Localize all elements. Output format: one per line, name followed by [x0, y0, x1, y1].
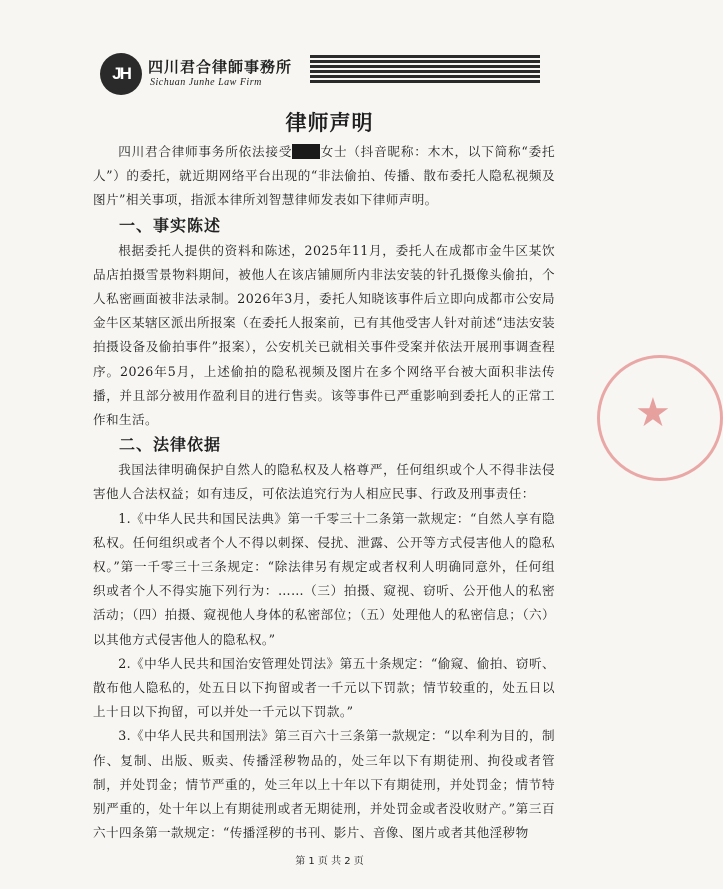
- letterhead: [100, 53, 540, 95]
- firm-name-en: Sichuan Junhe Law Firm: [150, 77, 262, 88]
- firm-logo-text: JH: [112, 64, 130, 83]
- firm-name-cn: 四川君合律師事務所: [148, 58, 293, 76]
- document-body: [93, 140, 555, 845]
- firm-logo: [100, 53, 142, 95]
- facts-paragraph: 根据委托人提供的资料和陈述，2025年11月，委托人在成都市金牛区某饮品店拍摄雪景物料期间，被他人在该店铺厕所内非法安装的针孔摄像头偷拍，个人私密画面被非法录制。2026年3月，委托人知晓该事件后立即向成都市公安局金牛区某辖区派出所报案（在委托人报案前，已有其他受害人针对前述“违法安装拍摄设备及偷拍事件”报案），公安机关已就相关事件受案并依法开展刑事调查程序。2026年5月，上述偷拍的隐私视频及图片在多个网络平台被大面积非法传播，并且部分被用作盈利目的进行售卖。该等事件已严重影响到委托人的正常工作和生活。: [93, 242, 555, 428]
- intro-text-start: 四川君合律师事务所依法接受: [118, 144, 293, 159]
- letterhead-rule-lines: [310, 55, 540, 85]
- intro-paragraph: [93, 140, 555, 213]
- document-title: 律师声明: [285, 111, 374, 135]
- legal-basis-intro: 我国法律明确保护自然人的隐私权及人格尊严，任何组织或个人不得非法侵害他人合法权益；如有违反，可依法追究行为人相应民事、行政及刑事责任：: [93, 462, 555, 502]
- legal-item-civil-code: 1.《中华人民共和国民法典》第一千零三十二条第一款规定：“自然人享有隐私权。任何组织或者个人不得以刺探、侵扰、泄露、公开等方式侵害他人的隐私权。”第一千零三十三条规定：“除法律另有规定或者权利人明确同意外，任何组织或者个人不得实施下列行为：……（三）拍摄、窥视、窃听、公开他人的私密活动；（四）拍摄、窥视他人身体的私密部位；（五）处理他人的私密信息；（六）以其他方式侵害他人的隐私权。”: [93, 510, 555, 647]
- legal-item-public-security: 2.《中华人民共和国治安管理处罚法》第五十条规定：“偷窥、偷拍、窃听、散布他人隐私的，处五日以下拘留或者一千元以下罚款；情节较重的，处五日以上十日以下拘留，可以并处一千元以下罚款。”: [93, 655, 555, 720]
- redaction-block: [292, 144, 320, 159]
- section-heading-legal-basis: 二、法律依据: [119, 435, 222, 455]
- seal-star-icon: ★: [635, 390, 671, 436]
- section-heading-facts: 一、事实陈述: [119, 215, 222, 235]
- intro-text-end: 女士（抖音昵称：木木，以下简称“委托人”）的委托，就近期网络平台出现的“非法偷拍、传播、散布委托人隐私视频及图片”相关事项，指派本律所刘智慧律师发表如下律师声明。: [93, 144, 556, 208]
- red-seal-stamp: [597, 355, 723, 481]
- page-number: 第 1 页 共 2 页: [295, 856, 364, 867]
- legal-item-criminal-law: 3.《中华人民共和国刑法》第三百六十三条第一款规定：“以牟利为目的，制作、复制、出版、贩卖、传播淫秽物品的，处三年以下有期徒刑、拘役或者管制，并处罚金；情节严重的，处三年以上十年以下有期徒刑，并处罚金；情节特别严重的，处十年以上有期徒刑或者无期徒刑，并处罚金或者没收财产。”第三百六十四条第一款规定：“传播淫秽的书刊、影片、音像、图片或者其他淫秽物: [93, 728, 555, 841]
